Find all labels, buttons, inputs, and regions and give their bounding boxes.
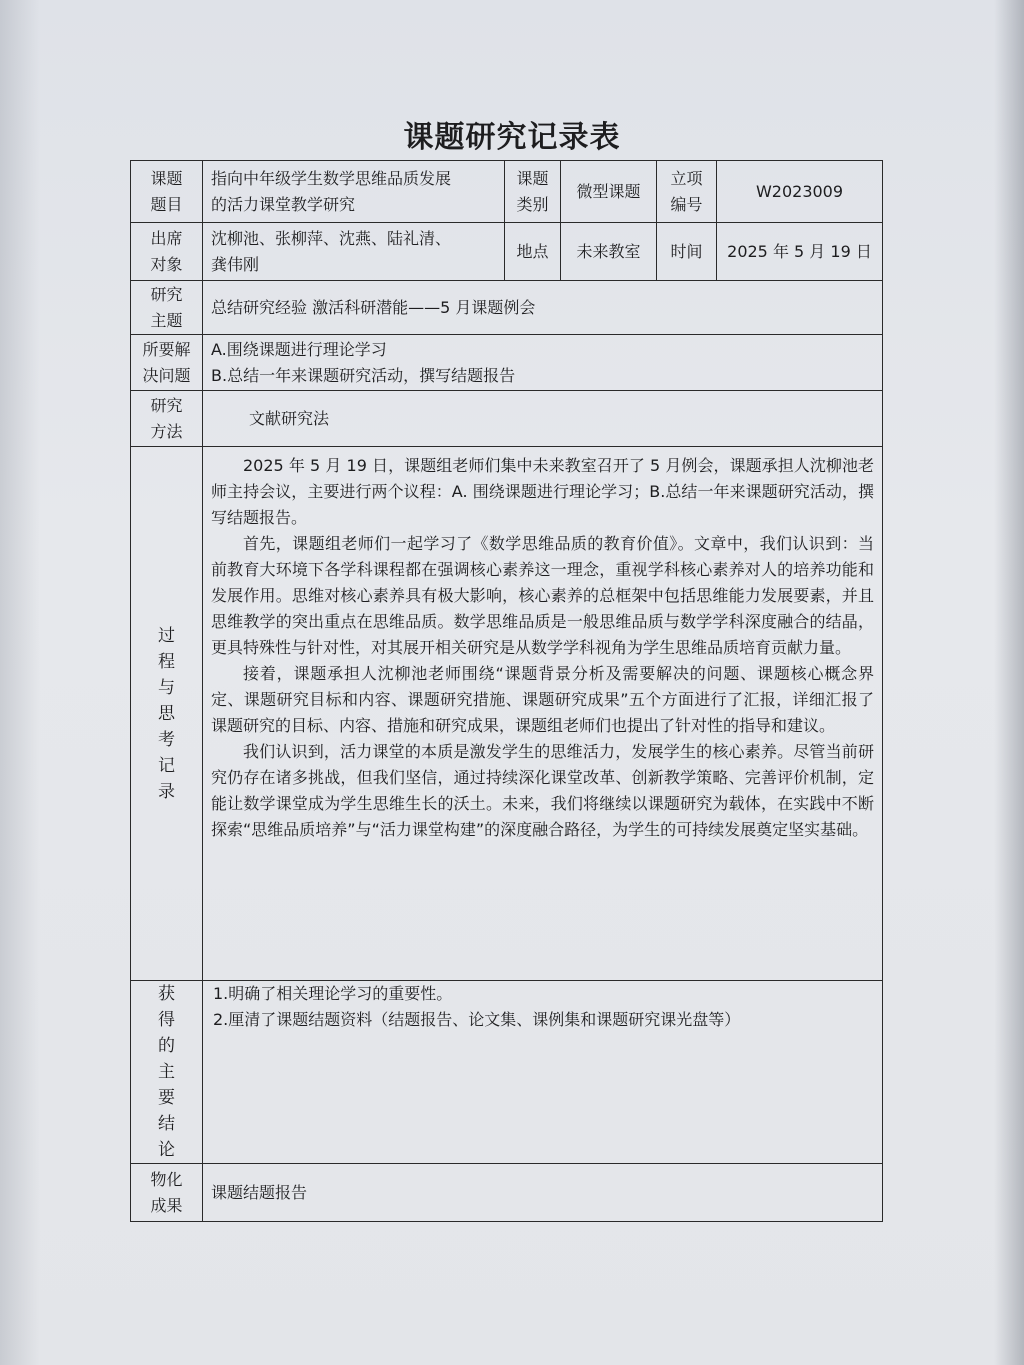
problem-item: A.围绕课题进行理论学习: [211, 339, 387, 359]
topic-value: [203, 161, 505, 223]
process-label: [131, 447, 203, 981]
conclusions-label: [131, 981, 203, 1164]
page-title: 课题研究记录表: [403, 120, 621, 155]
process-label-char: 程: [158, 651, 175, 672]
process-label-char: 与: [158, 677, 175, 698]
conclusion-item: 1.明确了相关理论学习的重要性。: [213, 984, 453, 1003]
theme-label-line-1: 研究: [150, 284, 183, 304]
category-value: 微型课题: [561, 161, 657, 223]
category-label-line-1: 课题: [516, 168, 549, 188]
location-label: 地点: [505, 223, 561, 281]
process-label-char: 考: [158, 729, 175, 750]
conclusion-item: 2.厘清了课题结题资料（结题报告、论文集、课例集和课题研究课光盘等）: [213, 1010, 741, 1029]
problem-item: B.总结一年来课题研究活动，撰写结题报告: [211, 365, 516, 385]
topic-value-line-2: 的活力课堂教学研究: [211, 194, 356, 214]
topic-label: [131, 161, 203, 223]
theme-value: 总结研究经验 激活科研潜能——5 月课题例会: [203, 281, 883, 335]
method-value: 文献研究法: [203, 391, 883, 447]
problems-row: [131, 335, 883, 391]
process-paragraph: 首先，课题组老师们一起学习了《数学思维品质的教育价值》。文章中，我们认识到：当前教育大环境下各学科课程都在强调核心素养这一理念，重视学科核心素养对人的培养功能和发展作用。思维对核心素养具有极大影响，核心素养的总框架中包括思维能力发展要素，并且思维教学的突出重点在思维品质。数学思维品质是一般思维品质与数学学科深度融合的结晶，更具特殊性与针对性，对其展开相关研究是从数学学科视角为学生思维品质培育贡献力量。: [211, 534, 874, 657]
process-label-char: 思: [158, 703, 175, 724]
process-label-char: 记: [158, 755, 175, 776]
attendees-label: [131, 223, 203, 281]
location-value: 未来教室: [561, 223, 657, 281]
page-shadow-right: [994, 0, 1024, 1365]
process-paragraph: 接着，课题承担人沈柳池老师围绕“课题背景分析及需要解决的问题、课题核心概念界定、课题研究目标和内容、课题研究措施、课题研究成果”五个方面进行了汇报，详细汇报了课题研究的目标、内容、措施和研究成果，课题组老师们也提出了针对性的指导和建议。: [211, 664, 874, 735]
process-row: [131, 447, 883, 981]
process-paragraph: 2025 年 5 月 19 日，课题组老师们集中未来教室召开了 5 月例会，课题承担人沈柳池老师主持会议，主要进行两个议程：A. 围绕课题进行理论学习；B.总结一年来课题研究活动，撰写结题报告。: [211, 456, 874, 527]
theme-row: [131, 281, 883, 335]
project-no-label-line-2: 编号: [670, 194, 703, 214]
record-table: [130, 160, 883, 1222]
method-label-line-1: 研究: [150, 395, 183, 415]
topic-row: [131, 161, 883, 223]
problems-value: [203, 335, 883, 391]
attendees-value-line-2: 龚伟刚: [211, 254, 260, 274]
conclusions-label-char: 要: [158, 1088, 175, 1108]
project-no-label-line-1: 立项: [670, 168, 703, 188]
theme-label-line-2: 主题: [150, 310, 183, 330]
category-label: [505, 161, 561, 223]
attendees-value: [203, 223, 505, 281]
conclusions-label-char: 获: [158, 984, 175, 1004]
process-paragraph: 我们认识到，活力课堂的本质是激发学生的思维活力，发展学生的核心素养。尽管当前研究仍存在诸多挑战，但我们坚信，通过持续深化课堂改革、创新教学策略、完善评价机制，定能让数学课堂成为学生思维生长的沃土。未来，我们将继续以课题研究为载体，在实践中不断探索“思维品质培养”与“活力课堂构建”的深度融合路径，为学生的可持续发展奠定坚实基础。: [211, 742, 874, 839]
conclusions-label-char: 的: [158, 1036, 175, 1056]
attendees-label-line-2: 对象: [150, 254, 183, 274]
outcome-value: 课题结题报告: [203, 1164, 883, 1222]
conclusions-label-char: 主: [158, 1062, 175, 1082]
conclusions-content: [203, 981, 883, 1164]
process-label-char: 过: [158, 625, 175, 646]
method-label-line-2: 方法: [150, 421, 183, 441]
outcome-label-line-1: 物化: [150, 1169, 183, 1189]
topic-label-line-2: 题目: [150, 194, 183, 214]
method-label: [131, 391, 203, 447]
theme-label: [131, 281, 203, 335]
topic-value-line-1: 指向中年级学生数学思维品质发展: [211, 168, 452, 188]
category-label-line-2: 类别: [516, 194, 549, 214]
problems-label-line-2: 决问题: [142, 365, 191, 385]
time-label: 时间: [657, 223, 717, 281]
project-no-value: W2023009: [717, 161, 883, 223]
problems-label-line-1: 所要解: [142, 339, 191, 359]
outcome-row: [131, 1164, 883, 1222]
process-label-char: 录: [158, 781, 175, 802]
conclusions-row: [131, 981, 883, 1164]
topic-label-line-1: 课题: [150, 168, 183, 188]
conclusions-label-char: 论: [158, 1140, 175, 1160]
method-row: [131, 391, 883, 447]
attendees-row: [131, 223, 883, 281]
project-no-label: [657, 161, 717, 223]
conclusions-label-char: 结: [158, 1114, 175, 1134]
page-shadow-left: [0, 0, 40, 1365]
time-value: 2025 年 5 月 19 日: [717, 223, 883, 281]
problems-label: [131, 335, 203, 391]
process-content: [203, 447, 883, 981]
attendees-value-line-1: 沈柳池、张柳萍、沈燕、陆礼清、: [211, 228, 452, 248]
outcome-label: [131, 1164, 203, 1222]
outcome-label-line-2: 成果: [150, 1195, 183, 1215]
attendees-label-line-1: 出席: [150, 228, 183, 248]
conclusions-label-char: 得: [158, 1010, 175, 1030]
